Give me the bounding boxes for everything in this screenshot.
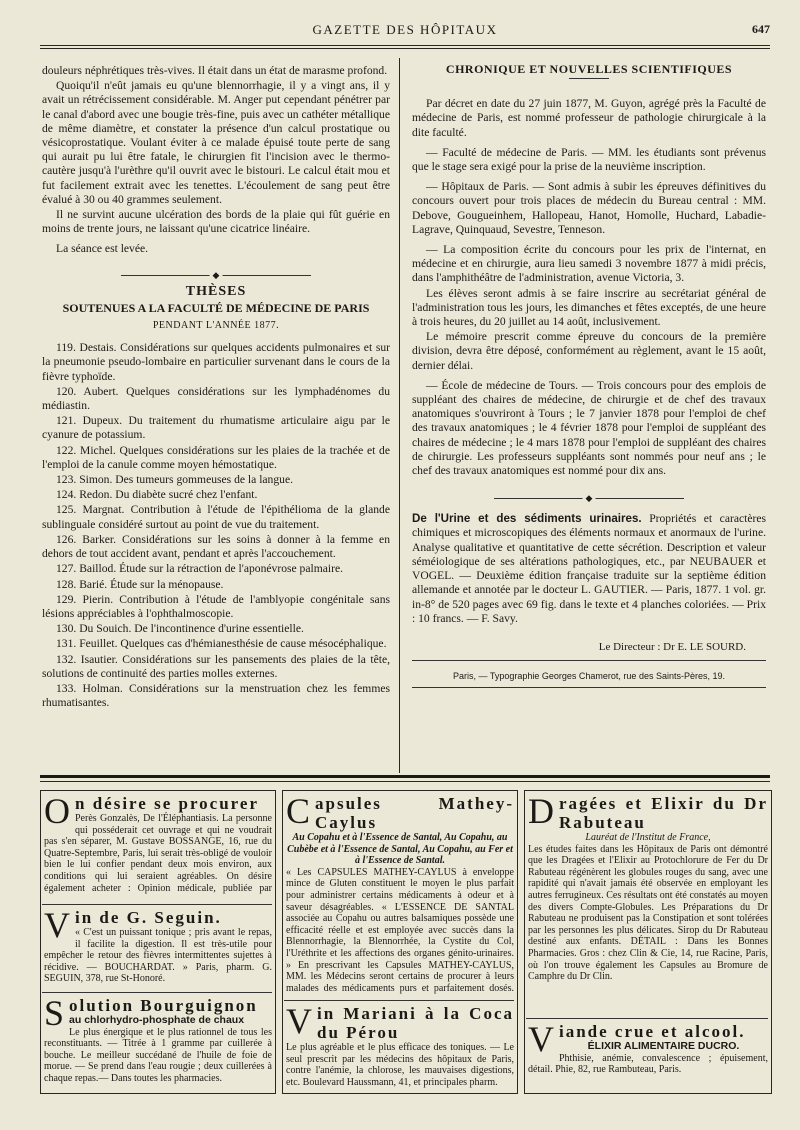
printer-rule xyxy=(412,687,766,688)
thesis-item: 126. Barker. Considérations sur les soins à donner à la femme en dehors de tout accident avant, pendant et après l'accouchement. xyxy=(42,532,390,561)
ads-rule-2 xyxy=(40,781,770,782)
body-paragraph: La séance est levée. xyxy=(56,242,149,256)
thesis-item: 132. Isautier. Considérations sur les pansements des plaies de la tête, solutions de continuité des parties molles externes. xyxy=(42,652,390,680)
ad-text: Le plus énergique et le plus rationnel de tous les reconstituants. — Titrée à 1 gramme par cuillerée à bouche. Le meilleur succédané de l'huile de foie de morue. — Se prend dans l'eau rougie ; deux cuillerées à chaque repas.— Dans toutes les pharmacies. xyxy=(44,1026,272,1084)
section-ornament xyxy=(121,271,311,279)
ad-headline: iande crue et alcool. xyxy=(559,1022,746,1041)
ad-rabuteau xyxy=(528,794,768,1012)
thesis-item: 121. Dupeux. Du traitement du rhumatisme articulaire aigu par le cyanure de potassium. xyxy=(42,414,390,442)
news-paragraph: Le mémoire prescrit comme épreuve du concours de la première division, devra être déposé, conformément au règlement, avant le 15 août, dernier délai. xyxy=(412,330,766,372)
ad-vin-mariani xyxy=(286,1004,514,1090)
header-rule-2 xyxy=(40,48,770,49)
news-paragraph: — École de médecine de Tours. — Trois concours pour des emplois de suppléant des chaires de médecine, de chirurgie et de chef des travaux anatomiques s'ouvriront à Tours ; le 7 janvier 1878 pour l'emploi de chef des travaux anatomiques ; le 4 février 1878 pour l'emploi de suppléant des chaires de médecine ; le 4 mars 1878 pour l'emploi de suppléant des chaires de chirurgie. Les professeurs suppléants sont nommés pour neuf ans ; le chef des travaux anatomiques est nommé pour dix ans. xyxy=(412,378,766,478)
news-paragraph: Par décret en date du 27 juin 1877, M. Guyon, agrégé près la Faculté de médecine de Paris, est nommé professeur de pathologie chirurgicale à la dite faculté. xyxy=(412,97,766,139)
ad-dropcap: O xyxy=(44,794,72,831)
column-divider xyxy=(399,58,400,773)
thesis-item: 124. Redon. Du diabète sucré chez l'enfant. xyxy=(56,488,258,502)
section-ornament xyxy=(494,494,684,502)
ad-headline: apsules Mathey-Caylus xyxy=(315,794,514,832)
ad-divider xyxy=(526,1018,768,1019)
ad-dropcap: C xyxy=(286,794,313,831)
ad-text: « C'est un puissant tonique ; pris avant le repas, il facilite la digestion. Il est très-utile pour empêcher le retour des fièvres intermittentes sujettes à récidive. — BOUCHARDAT. » Paris, pharm. G. SEGUIN, 378, rue St-Honoré. xyxy=(44,927,272,985)
ad-solution-bourguignon xyxy=(44,996,272,1090)
ad-divider xyxy=(284,1000,514,1001)
ad-text: Phthisie, anémie, convalescence ; épuisement, détail. Phie, 82, rue Rambuteau, Paris. xyxy=(528,1052,768,1076)
page-number: 647 xyxy=(752,22,770,36)
thesis-item: 119. Destais. Considérations sur quelques accidents pulmonaires et sur la pneumonie pseudo-lombaire en particulier survenant dans le cours de la fièvre typhoïde. xyxy=(42,341,390,383)
thesis-item: 125. Margnat. Contribution à l'étude de l'épithélioma de la glande sublinguale considéré surtout au point de vue du traitement. xyxy=(42,503,390,531)
ad-text: Les études faites dans les Hôpitaux de Paris ont démontré que les Dragées et l'Elixir au Protochlorure de Fer du Dr Rabuteau régénèrent les globules rouges du sang, avec une rapidité qui n'avait jamais été observée en employant les autres ferrugineux. Ces résultats ont été constatés au moyen des divers Compte-Globules. Les Préparations du Dr Rabuteau ne produisent pas la Constipation et sont tolérées par les personnes les plus délicates. Sirop du Dr Rabuteau destiné aux enfants. DÉTAIL : Dans les Bonnes Pharmacies. Gros : chez Clin & Cie, 14, rue Racine, Paris, où l'on trouve également les Capsules au Bromure de Camphre du Dr Clin. xyxy=(528,843,768,983)
ad-capsules xyxy=(286,794,514,994)
ad-dropcap: V xyxy=(286,1004,314,1041)
ad-subtitle: ÉLIXIR ALIMENTAIRE DUCRO. xyxy=(587,1040,740,1052)
director-signature: Le Directeur : Dr E. LE SOURD. xyxy=(598,640,746,653)
thesis-item: 120. Aubert. Quelques considérations sur les lymphadénomes du médiastin. xyxy=(42,384,390,413)
body-paragraph: Il ne survint aucune ulcération des bords de la plaie qui fût guérie en moins de trente jours, ne laissant qu'une cicatrice linéaire. xyxy=(42,208,390,236)
thesis-item: 131. Feuillet. Quelques cas d'hémianesthésie de cause mésocéphalique. xyxy=(56,637,387,651)
book-title: De l'Urine et des sédiments urinaires. xyxy=(412,512,642,526)
ad-dropcap: S xyxy=(44,996,67,1033)
thesis-item: 127. Baillod. Étude sur la rétraction de l'aponévrose palmaire. xyxy=(56,562,344,576)
ad-headline: olution Bourguignon xyxy=(69,996,258,1015)
header-rule xyxy=(40,45,770,46)
news-paragraph: — La composition écrite du concours pour les prix de l'internat, en médecine et en chirurgie, aura lieu samedi 3 novembre 1877 à midi précis, dans l'amphithéâtre de l'administration, avenue Victoria, 3. xyxy=(412,243,766,285)
ad-dropcap: D xyxy=(528,794,556,831)
ad-dropcap: V xyxy=(44,908,72,945)
ad-divider xyxy=(42,904,272,905)
thesis-item: 129. Pierin. Contribution à l'étude de l'amblyopie congénitale sans lésions appréciables à l'ophthalmoscopie. xyxy=(42,592,390,620)
ad-headline: ragées et Elixir du Dr Rabuteau xyxy=(559,794,768,832)
printer-line: Paris, — Typographie Georges Chamerot, rue des Saints-Pères, 19. xyxy=(453,671,725,682)
ad-vin-seguin xyxy=(44,908,272,986)
signature-rule xyxy=(412,660,766,661)
journal-title: GAZETTE DES HÔPITAUX xyxy=(312,22,498,37)
body-paragraph: douleurs néphrétiques très-vives. Il était dans un état de marasme profond. xyxy=(42,64,388,77)
ad-subtitle: Lauréat de l'Institut de France, xyxy=(585,832,711,843)
ad-viande-crue xyxy=(528,1022,768,1090)
news-paragraph: — Hôpitaux de Paris. — Sont admis à subir les épreuves définitives du concours ouvert pour trois places de médecin du Bureau central : MM. Debove, Gougueinhem, Hallopeau, Hanot, Homolle, Huchard, Labadie-Lagrave, Quinquaud, Sevestre, Tenneson. xyxy=(412,180,766,236)
thesis-item: 123. Simon. Des tumeurs gommeuses de la langue. xyxy=(56,473,293,487)
theses-list xyxy=(42,341,390,710)
thesis-item: 130. Du Souich. De l'incontinence d'urine essentielle. xyxy=(56,622,304,636)
news-paragraph: Les élèves seront admis à se faire inscrire au secrétariat général de l'administration tous les jours, les dimanches et fêtes exceptés, de une heure à trois heures, du 20 juillet au 14 août, inclusivement. xyxy=(412,286,766,329)
ad-text: Le plus agréable et le plus efficace des toniques. — Le seul prescrit par les médecins des hôpitaux de Paris, contre l'anémie, la chlorose, les mauvaises digestions, etc. Boulevard Haussmann, 41, et principales pharm. xyxy=(286,1042,514,1088)
chronique-title: CHRONIQUE ET NOUVELLES SCIENTIFIQUES xyxy=(445,62,733,76)
ad-headline: in Mariani à la Coca du Pérou xyxy=(317,1004,514,1042)
page-header xyxy=(40,22,770,44)
thesis-item: 128. Barié. Étude sur la ménopause. xyxy=(56,577,224,591)
ad-dropcap: V xyxy=(528,1022,556,1059)
ad-subtitle: au chlorhydro-phosphate de chaux xyxy=(69,1014,245,1026)
body-paragraph: Quoiqu'il n'eût jamais eu qu'une blennorrhagie, il y a vingt ans, il y avait un rétrécissement considérable. M. Anger put cependant pénétrer par le canal d'abord avec une bougie très-fine, puis avec un cathéter métallique de même diamètre, et constater la présence d'un calcul prostatique ou vésicoprostatique. Voulant éviter à ce malade épuisé toute perte de sang qui aurait pu lui être fatale, le chirurgien fit l'incision avec le thermo-cautère jusqu'à l'urèthre qu'il ouvrit avec le bistouri. Le calcul était mou et fut facilement extrait avec les tenettes. L'écoulement de sang peut être évalué à 30 ou 40 grammes seulement. xyxy=(42,79,390,206)
ad-subtitle: Au Copahu et à l'Essence de Santal, Au Copahu, au Cubèbe et à l'Essence de Santal, Au Copahu, au Fer et à l'Essence de Santal. xyxy=(287,832,513,867)
theses-title: SOUTENUES A LA FACULTÉ DE MÉDECINE DE PARIS xyxy=(62,300,370,315)
right-column xyxy=(412,62,766,688)
ad-divider xyxy=(42,992,272,993)
ad-procurer xyxy=(44,794,272,894)
theses-heading: THÈSES xyxy=(185,283,247,299)
book-description: Propriétés et caractères chimiques et microscopiques des éléments normaux et anormaux de l'urine. Analyse qualitative et quantitative de cette sécrétion. Description et valeur séméiologique de ses altérations pathologiques, etc., par NEUBAUER et VOGEL. — Deuxième édition française traduite sur la septième édition allemande et annotée par le docteur L. GAUTIER. — Paris, 1877. 1 vol. gr. in-8° de 520 pages avec 69 fig. dans le texte et 4 planches coloriées. — Prix : 10 francs. — F. Savy. xyxy=(412,512,766,625)
chronique-rule xyxy=(569,78,609,79)
thesis-item: 133. Holman. Considérations sur la menstruation chez les femmes rhumatisantes. xyxy=(42,681,390,710)
theses-year: PENDANT L'ANNÉE 1877. xyxy=(152,320,280,332)
ad-text: Perès Gonzalès, De l'Éléphantiasis. La personne qui posséderait cet ouvrage et qui ne voudrait pas s'en séparer, M. Gustave BOSSANGE, 16, rue du Quatre-Septembre, Paris, lui serait très-obligé de vouloir bien le lui confier pendant deux mois environ, aux conditions qui lui seraient agréables. On désire également acheter : Opinion médicale, publiée par xyxy=(44,813,272,894)
book-notice xyxy=(412,512,766,626)
ads-rule xyxy=(40,775,770,778)
left-column xyxy=(42,64,390,711)
ad-headline: in de G. Seguin. xyxy=(75,908,222,927)
news-paragraph: — Faculté de médecine de Paris. — MM. les étudiants sont prévenus que le stage sera exigé pour la prise de la neuvième inscription. xyxy=(412,145,766,174)
ad-headline: n désire se procurer xyxy=(75,794,260,813)
ad-text: « Les CAPSULES MATHEY-CAYLUS à enveloppe mince de Gluten constituent le moyen le plus parfait pour administrer certains médicaments à odeur et à saveur désagréables. « L'ESSENCE DE SANTAL associée au Copahu ou autres balsamiques possède une efficacité réelle et est employée avec succès dans la Blennorrhagie, la Blennorrhée, la Cystite du Col, l'Uréthrite et les affections des organes génito-urinaires. » En prescrivant les Capsules MATHEY-CAYLUS, MM. les Médecins seront certains de procurer à leurs malades des médicaments purs et parfaitement dosés. xyxy=(286,866,514,994)
thesis-item: 122. Michel. Quelques considérations sur les plaies de la trachée et de l'emploi de la canule comme moyen hémostatique. xyxy=(42,443,390,471)
